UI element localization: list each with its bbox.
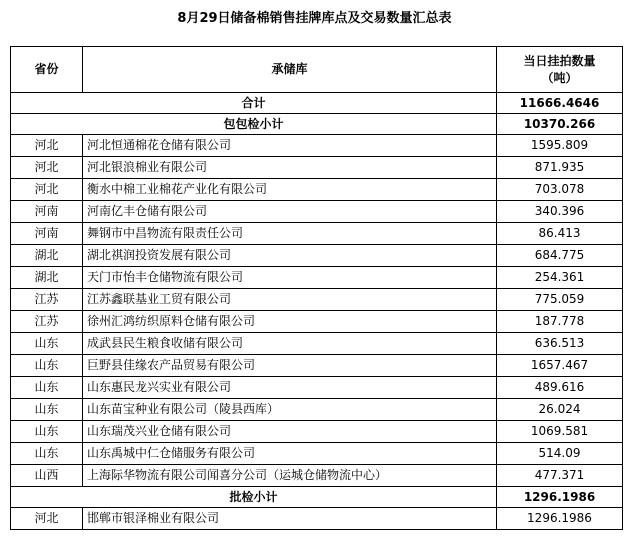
- quantity-cell: 636.513: [497, 333, 623, 355]
- table-row: [11, 289, 623, 311]
- province-cell: 河南: [11, 201, 83, 223]
- province-cell: 山东: [11, 421, 83, 443]
- province-cell: 山东: [11, 333, 83, 355]
- province-cell: 河北: [11, 508, 83, 530]
- warehouse-cell: 河北银浪棉业有限公司: [83, 157, 497, 179]
- header-warehouse: 承储库: [83, 47, 497, 93]
- warehouse-cell: 湖北祺润投资发展有限公司: [83, 245, 497, 267]
- baobao-subtotal-row: [11, 114, 623, 135]
- quantity-cell: 340.396: [497, 201, 623, 223]
- province-cell: 湖北: [11, 267, 83, 289]
- pijian-subtotal-row: [11, 487, 623, 508]
- table-row: [11, 333, 623, 355]
- table-row: [11, 355, 623, 377]
- quantity-cell: 1069.581: [497, 421, 623, 443]
- table-row: [11, 179, 623, 201]
- province-cell: 湖北: [11, 245, 83, 267]
- total-row: [11, 93, 623, 114]
- table-row: [11, 135, 623, 157]
- table-row: [11, 421, 623, 443]
- total-value: 11666.4646: [497, 93, 623, 114]
- province-cell: 河北: [11, 157, 83, 179]
- warehouse-cell: 山东禹城中仁仓储服务有限公司: [83, 443, 497, 465]
- table-row: [11, 201, 623, 223]
- province-cell: 山西: [11, 465, 83, 487]
- quantity-cell: 477.371: [497, 465, 623, 487]
- warehouse-cell: 山东苗宝种业有限公司（陵县西库）: [83, 399, 497, 421]
- table-row: [11, 508, 623, 530]
- warehouse-cell: 舞钢市中昌物流有限责任公司: [83, 223, 497, 245]
- pijian-subtotal-value: 1296.1986: [497, 487, 623, 508]
- province-cell: 河南: [11, 223, 83, 245]
- page-title: 8月29日储备棉销售挂牌库点及交易数量汇总表: [177, 11, 452, 26]
- table-row: [11, 223, 623, 245]
- quantity-cell: 187.778: [497, 311, 623, 333]
- quantity-cell: 871.935: [497, 157, 623, 179]
- warehouse-cell: 天门市怡丰仓储物流有限公司: [83, 267, 497, 289]
- quantity-cell: 26.024: [497, 399, 623, 421]
- quantity-cell: 1657.467: [497, 355, 623, 377]
- province-cell: 山东: [11, 355, 83, 377]
- header-quantity-unit: （吨）: [541, 70, 578, 85]
- quantity-cell: 684.775: [497, 245, 623, 267]
- baobao-subtotal-value: 10370.266: [497, 114, 623, 135]
- table-header-row: [11, 47, 623, 93]
- quantity-cell: 1595.809: [497, 135, 623, 157]
- warehouse-cell: 江苏鑫联基业工贸有限公司: [83, 289, 497, 311]
- warehouse-cell: 河北恒通棉花仓储有限公司: [83, 135, 497, 157]
- table-row: [11, 267, 623, 289]
- province-cell: 河北: [11, 179, 83, 201]
- province-cell: 河北: [11, 135, 83, 157]
- warehouse-cell: 徐州汇鸿纺织原料仓储有限公司: [83, 311, 497, 333]
- warehouse-cell: 邯郸市银泽棉业有限公司: [83, 508, 497, 530]
- warehouse-cell: 山东惠民龙兴实业有限公司: [83, 377, 497, 399]
- baobao-subtotal-label: 包包检小计: [11, 114, 497, 135]
- quantity-cell: 254.361: [497, 267, 623, 289]
- quantity-cell: 1296.1986: [497, 508, 623, 530]
- province-cell: 山东: [11, 399, 83, 421]
- pijian-subtotal-label: 批检小计: [11, 487, 497, 508]
- warehouse-cell: 河南亿丰仓储有限公司: [83, 201, 497, 223]
- quantity-cell: 514.09: [497, 443, 623, 465]
- table-row: [11, 311, 623, 333]
- province-cell: 江苏: [11, 289, 83, 311]
- warehouse-cell: 上海际华物流有限公司闻喜分公司（运城仓储物流中心）: [83, 465, 497, 487]
- warehouse-cell: 成武县民生粮食收储有限公司: [83, 333, 497, 355]
- province-cell: 山东: [11, 443, 83, 465]
- quantity-cell: 703.078: [497, 179, 623, 201]
- header-quantity-line1: 当日挂拍数量: [523, 53, 596, 68]
- table-row: [11, 377, 623, 399]
- header-quantity: [497, 47, 623, 93]
- quantity-cell: 489.616: [497, 377, 623, 399]
- table-row: [11, 399, 623, 421]
- table-row: [11, 157, 623, 179]
- header-province: 省份: [11, 47, 83, 93]
- quantity-cell: 775.059: [497, 289, 623, 311]
- table-row: [11, 245, 623, 267]
- province-cell: 江苏: [11, 311, 83, 333]
- table-row: [11, 443, 623, 465]
- warehouse-cell: 巨野县佳缘农产品贸易有限公司: [83, 355, 497, 377]
- summary-table: [10, 46, 623, 530]
- warehouse-cell: 山东瑞茂兴业仓储有限公司: [83, 421, 497, 443]
- province-cell: 山东: [11, 377, 83, 399]
- quantity-cell: 86.413: [497, 223, 623, 245]
- warehouse-cell: 衡水中棉工业棉花产业化有限公司: [83, 179, 497, 201]
- table-row: [11, 465, 623, 487]
- total-label: 合计: [11, 93, 497, 114]
